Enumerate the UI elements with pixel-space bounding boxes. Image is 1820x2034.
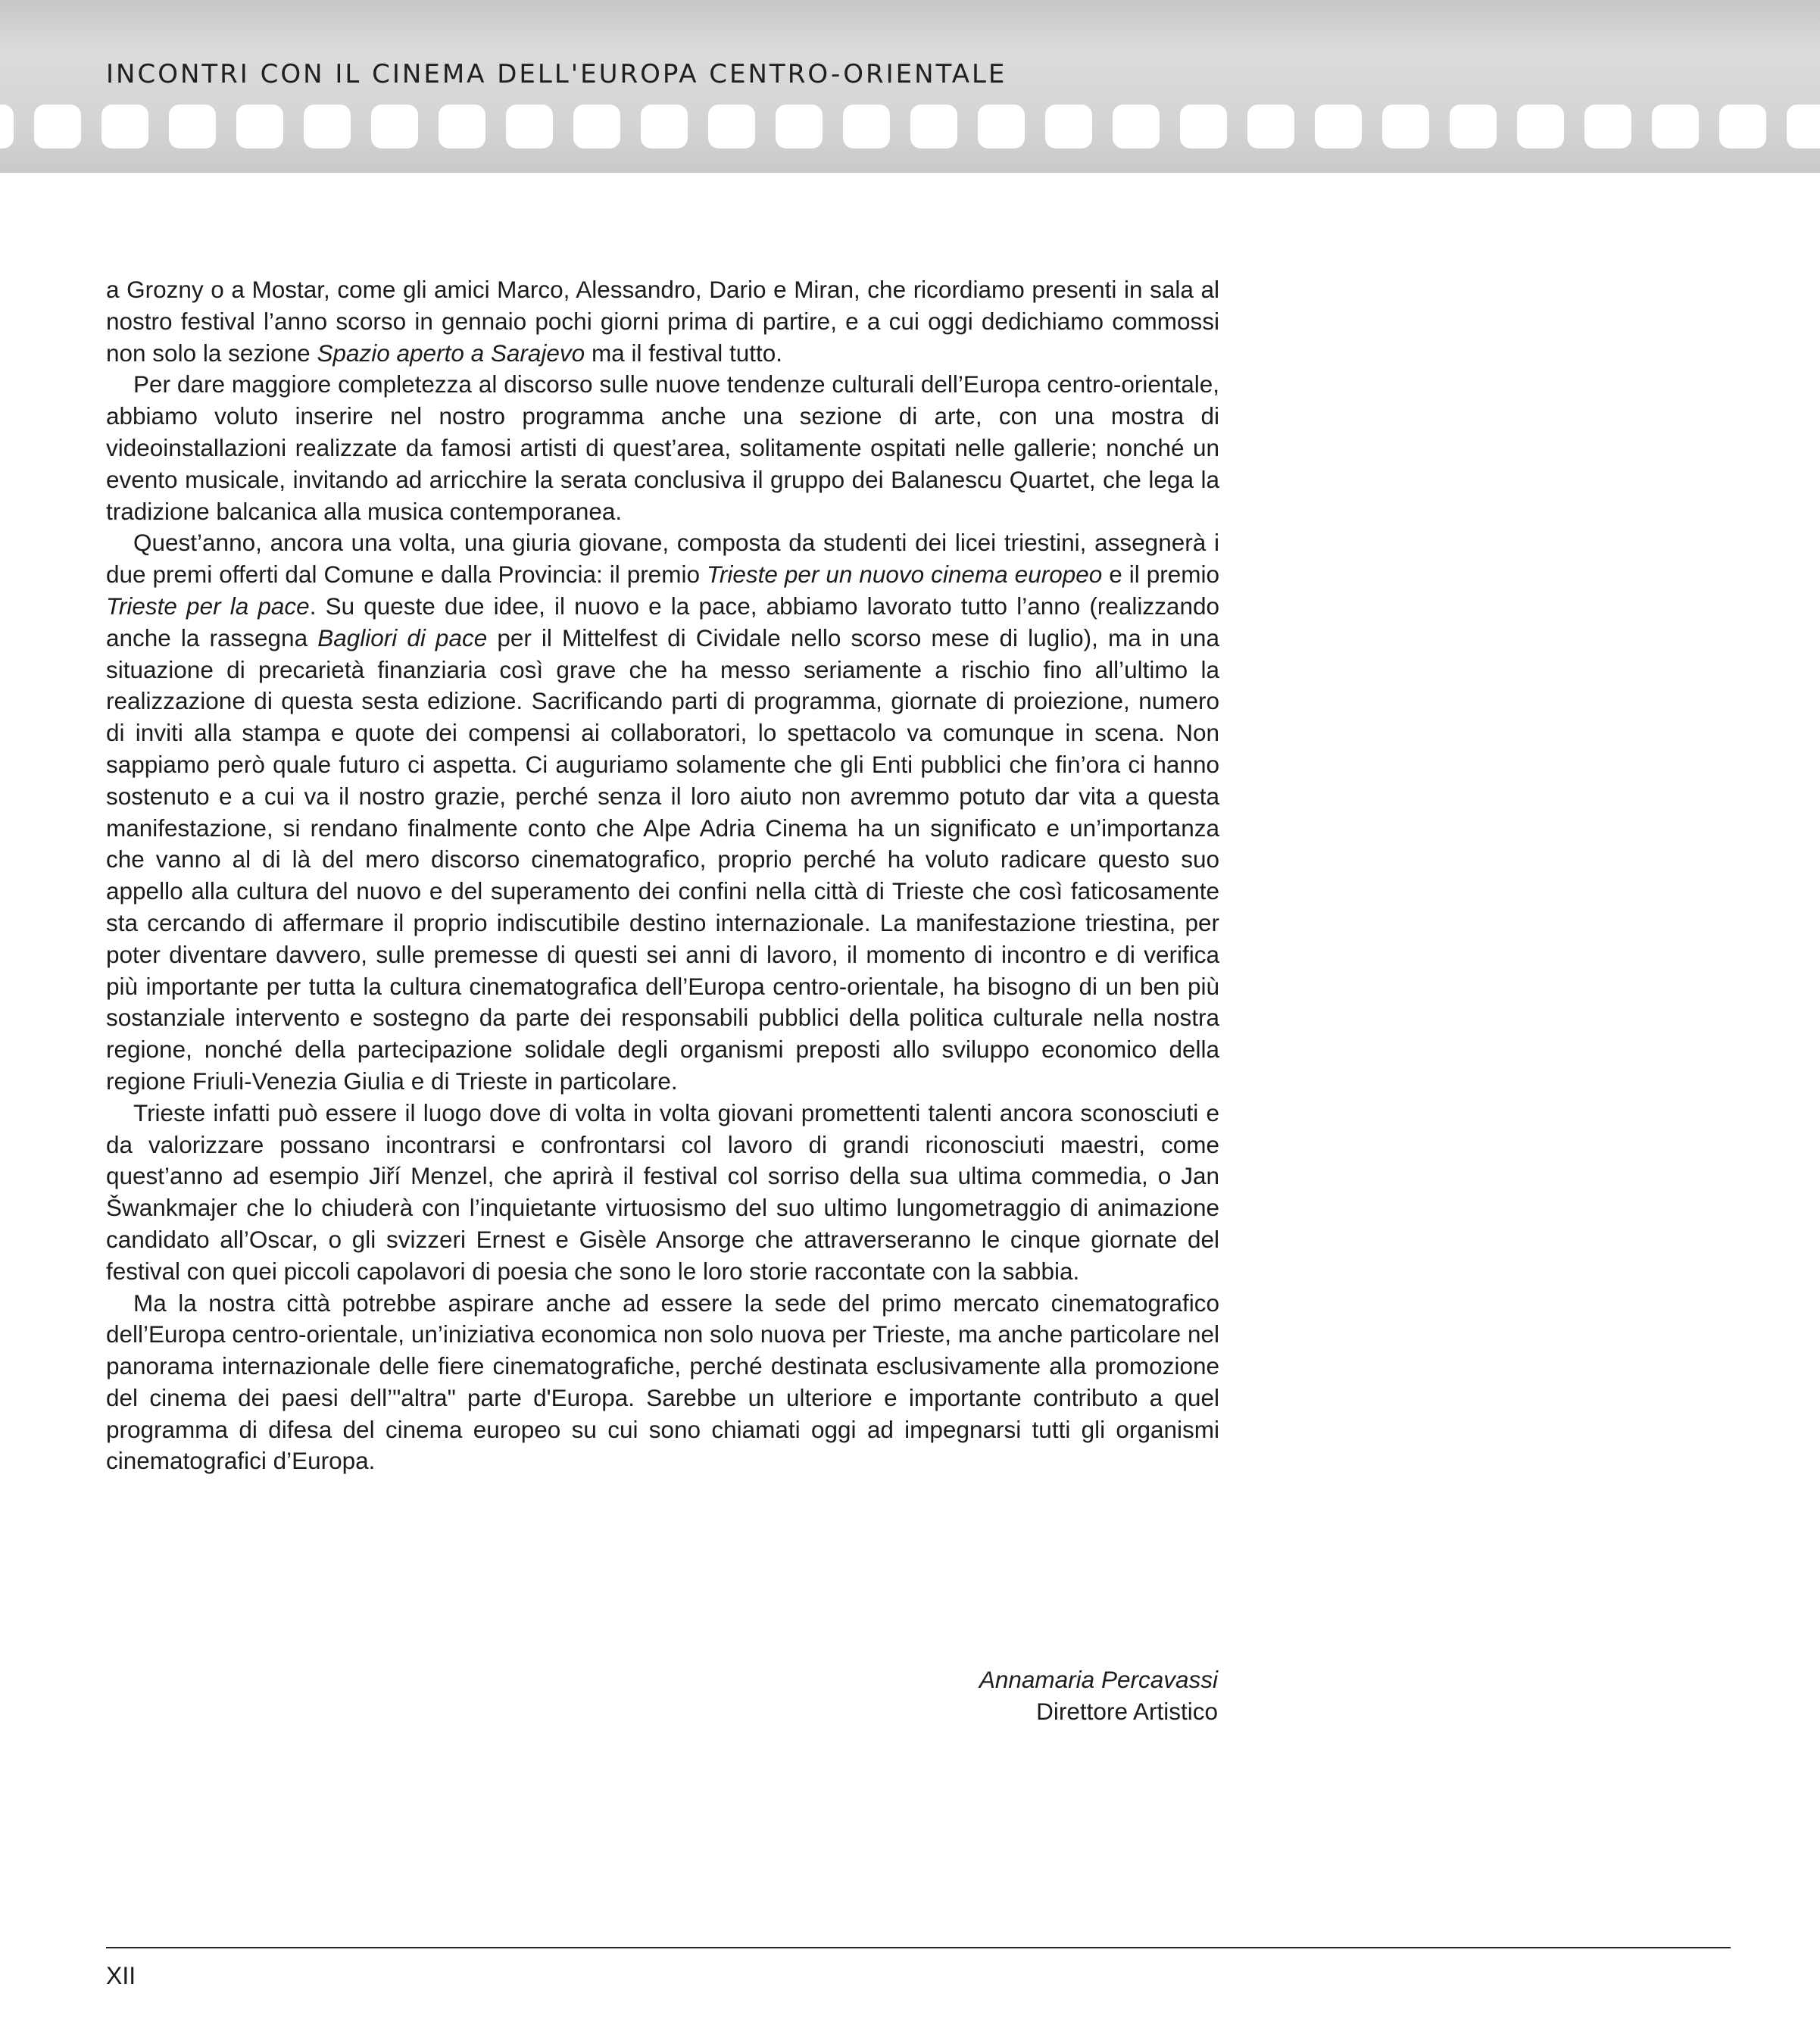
perforation-hole: [439, 105, 485, 148]
perforation-hole: [101, 105, 148, 148]
perforation-hole: [169, 105, 216, 148]
perforation-hole: [641, 105, 688, 148]
perforation-hole: [0, 105, 14, 148]
italic-title: Trieste per la pace: [106, 592, 310, 620]
perforation-hole: [1382, 105, 1429, 148]
text-segment: a Grozny o a Mostar, come gli amici Marco, Alessandro, Dario e Miran, che ricordiamo presenti in sala al nostro festival l’anno scorso in gennaio pochi giorni prima di partire, e a cui oggi dedichiamo commossi non solo la sezione: [106, 276, 1219, 367]
perforation-hole: [1517, 105, 1564, 148]
signature-role: Direttore Artistico: [1036, 1698, 1218, 1725]
paragraph: [106, 527, 1219, 1097]
italic-title: Bagliori di pace: [317, 623, 488, 651]
perforation-hole: [1180, 105, 1227, 148]
text-segment: Quest’anno, ancora una volta, una giuria giovane, composta da studenti dei licei triestini, assegnerà i due premi offerti dal Comune e dalla Provincia: il premio: [106, 529, 1219, 589]
perforation-hole: [1450, 105, 1497, 148]
text-segment: Trieste infatti può essere il luogo dove di volta in volta giovani promettenti talenti ancora sconosciuti e da valorizzare possano incontrarsi e confrontarsi col lavoro di grandi riconosciuti maestri, come quest’anno ad esempio Jiří Menzel, che aprirà il festival col sorriso della sua ultima commedia, o Jan Šwankmajer che lo chiuderà con l’inquietante virtuosismo del suo ultimo lungometraggio di animazione candidato all’Oscar, o gli svizzeri Ernest e Gisèle Ansorge che attraverseranno le cinque giornate del festival con quei piccoli capolavori di poesia che sono le loro storie raccontate con la sabbia.: [106, 1098, 1219, 1285]
perforation-hole: [1315, 105, 1362, 148]
perforation-hole: [371, 105, 418, 148]
perforation-hole: [304, 105, 351, 148]
text-segment: per il Mittelfest di Cividale nello scorso mese di luglio), ma in una situazione di precarietà finanziaria così grave che ha messo seriamente a rischio fino all’ultimo la realizzazione di questa sesta edizione. Sacrificando parti di programma, giornate di proiezione, numero di inviti alla stampa e quote dei compensi ai collaboratori, lo spettacolo va comunque in scena. Non sappiamo però quale futuro ci aspetta. Ci auguriamo solamente che gli Enti pubblici che fin’ora ci hanno sostenuto e a cui va il nostro grazie, perché senza il loro aiuto non avremmo potuto dar vita a questa manifestazione, si rendano finalmente conto che Alpe Adria Cinema ha un significato e un’importanza che vanno al di là del mero discorso cinematografico, proprio perché ha voluto radicare questo suo appello alla cultura del nuovo e del superamento dei confini nella città di Trieste che così faticosamente sta cercando di affermare il proprio indiscutibile destino internazionale. La manifestazione triestina, per poter diventare davvero, sulle premesse di questi sei anni di lavoro, il momento di incontro e di verifica più importante per tutta la cultura cinematografica dell’Europa centro-orientale, ha bisogno di un ben più sostanziale intervento e sostegno da parte dei responsabili pubblici della politica culturale nella nostra regione, nonché della partecipazione solidale degli organismi preposti allo sviluppo economico della regione Friuli-Venezia Giulia e di Trieste in particolare.: [106, 623, 1219, 1095]
perforation-hole: [708, 105, 755, 148]
perforation-hole: [776, 105, 823, 148]
text-segment: ma il festival tutto.: [585, 339, 783, 367]
text-segment: Per dare maggiore completezza al discorso sulle nuove tendenze culturali dell’Europa centro-orientale, abbiamo voluto inserire nel nostro programma anche una sezione di arte, con una mostra di videoinstallazioni realizzate da famosi artisti di quest’area, solitamente ospitati nelle gallerie; nonché un evento musicale, invitando ad arricchire la serata conclusiva il gruppo dei Balanescu Quartet, che lega la tradizione balcanica alla musica contemporanea.: [106, 370, 1219, 525]
italic-title: Trieste per un nuovo cinema europeo: [706, 561, 1103, 589]
body-text: [106, 274, 1219, 1477]
film-strip-perforations: [0, 105, 1820, 148]
perforation-hole: [978, 105, 1025, 148]
perforation-hole: [1247, 105, 1294, 148]
perforation-hole: [1652, 105, 1699, 148]
perforation-hole: [1045, 105, 1092, 148]
paragraph: [106, 1288, 1219, 1478]
italic-title: Spazio aperto a Sarajevo: [317, 339, 585, 367]
page-number: XII: [106, 1962, 136, 1989]
perforation-hole: [910, 105, 957, 148]
perforation-hole: [1787, 105, 1820, 148]
perforation-hole: [573, 105, 620, 148]
paragraph: [106, 274, 1219, 369]
perforation-hole: [1719, 105, 1766, 148]
perforation-hole: [34, 105, 81, 148]
perforation-hole: [1584, 105, 1631, 148]
paragraph: [106, 369, 1219, 527]
text-segment: Ma la nostra città potrebbe aspirare anche ad essere la sede del primo mercato cinematografico dell’Europa centro-orientale, un’iniziativa economica non solo nuova per Trieste, ma anche particolare nel panorama internazionale delle fiere cinematografiche, perché destinata esclusivamente alla promozione del cinema dei paesi dell’"altra" parte d'Europa. Sarebbe un ulteriore e importante contributo a quel programma di difesa del cinema europeo su cui sono chiamati oggi ad impegnarsi tutti gli organismi cinematografici d’Europa.: [106, 1289, 1219, 1475]
header-band: [0, 0, 1820, 173]
perforation-hole: [1113, 105, 1160, 148]
perforation-hole: [506, 105, 553, 148]
perforation-hole: [843, 105, 890, 148]
text-segment: e il premio: [1102, 561, 1219, 589]
signature: [688, 1664, 1218, 1727]
footer-divider: [106, 1947, 1731, 1948]
paragraph: [106, 1098, 1219, 1288]
signature-name: Annamaria Percavassi: [979, 1666, 1218, 1693]
text-segment: . Su queste due idee, il nuovo e la pace, abbiamo lavorato tutto l’anno (realizzando anche la rassegna: [106, 592, 1219, 651]
perforation-hole: [236, 105, 283, 148]
header-title: INCONTRI CON IL CINEMA DELL'EUROPA CENTRO-ORIENTALE: [106, 59, 1007, 89]
